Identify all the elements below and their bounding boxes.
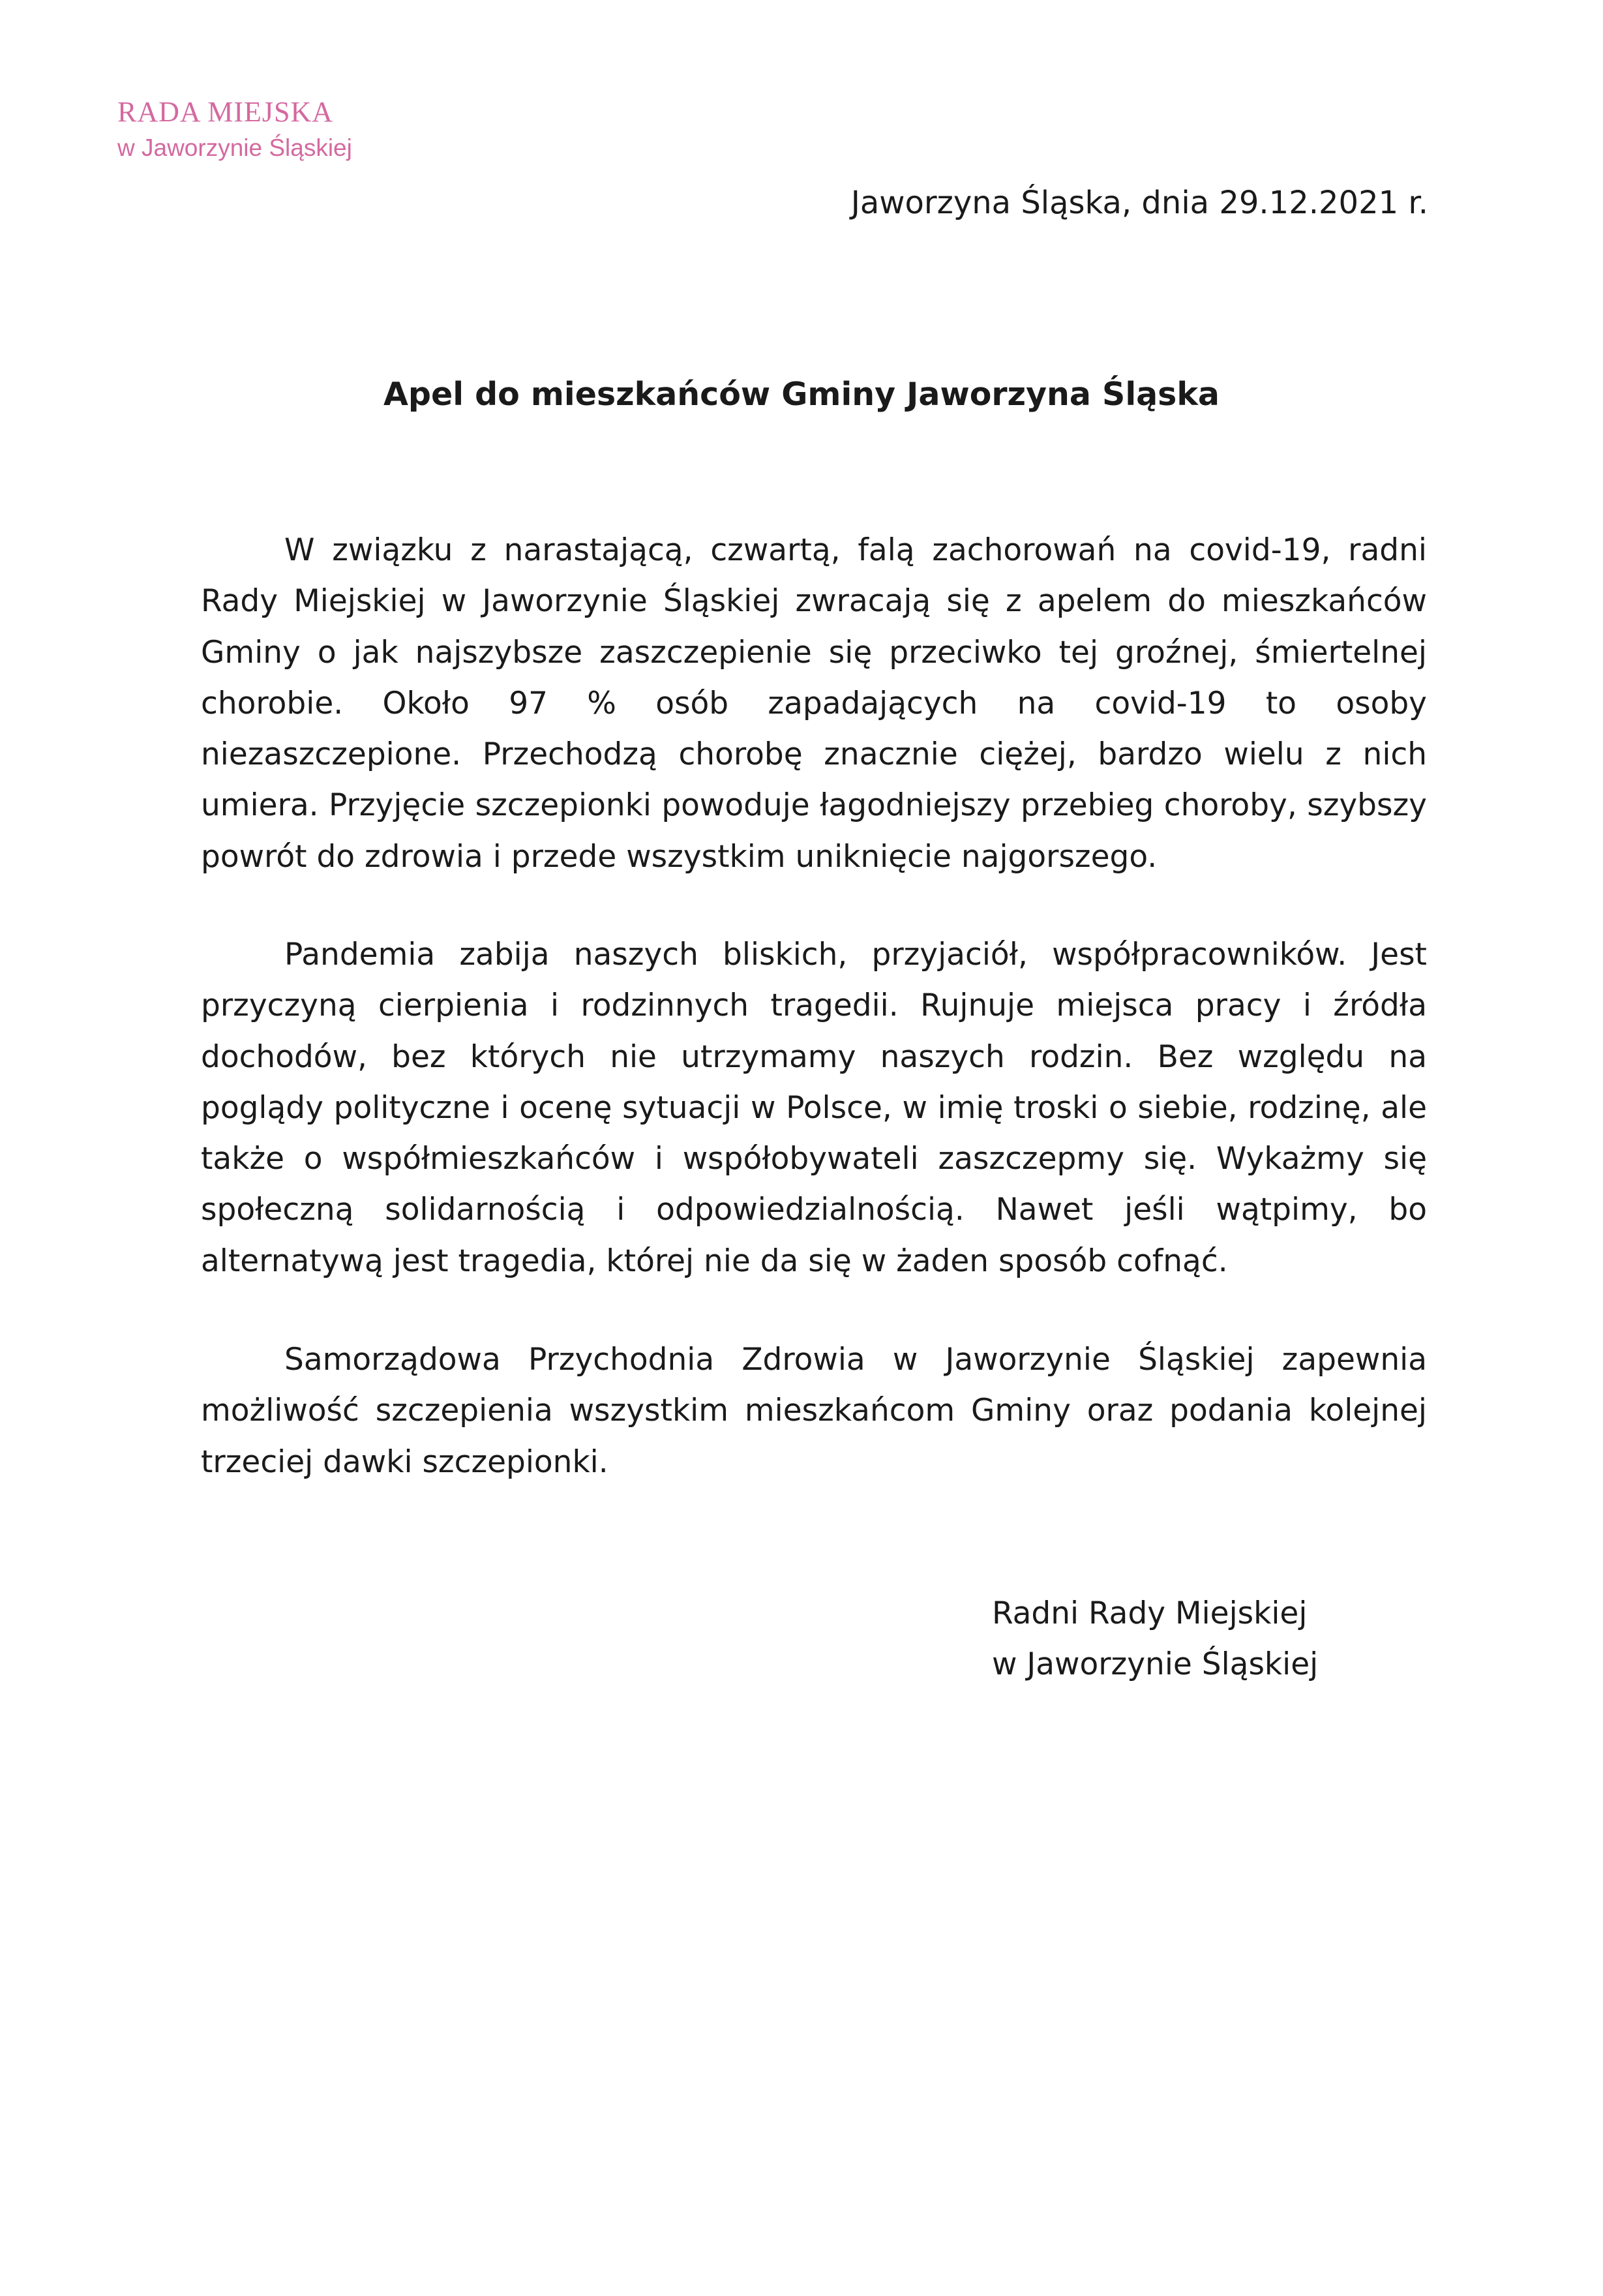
signature-line-2: w Jaworzynie Śląskiej (992, 1646, 1319, 1682)
signature-line-1: Radni Rady Miejskiej (992, 1595, 1308, 1631)
council-stamp (117, 98, 352, 160)
letter-date: Jaworzyna Śląska, dnia 29.12.2021 r. (850, 185, 1428, 221)
signature-block (992, 1588, 1318, 1690)
paragraph-1: W związku z narastającą, czwartą, falą zachorowań na covid-19, radni Rady Miejskiej w Jaworzynie Śląskiej zwracają się z apelem do mieszkańców Gminy o jak najszybsze zaszczepienie się przeciwko tej groźnej, śmiertelnej chorobie. Około 97 % osób zapadających na covid-19 to osoby niezaszczepione. Przechodzą chorobę znacznie ciężej, bardzo wielu z nich umiera. Przyjęcie szczepionki powoduje łagodniejszy przebieg choroby, szybszy powrót do zdrowia i przede wszystkim uniknięcie najgorszego. (201, 532, 1427, 875)
paragraph-3: Samorządowa Przychodnia Zdrowia w Jaworzynie Śląskiej zapewnia możliwość szczepienia wszystkim mieszkańcom Gminy oraz podania kolejnej trzeciej dawki szczepionki. (201, 1342, 1427, 1480)
stamp-title: RADA MIEJSKA (117, 96, 334, 128)
stamp-subtitle: w Jaworzynie Śląskiej (117, 134, 352, 161)
letter-title: Apel do mieszkańców Gminy Jaworzyna Śląska (383, 376, 1220, 413)
paragraph-2: Pandemia zabija naszych bliskich, przyjaciół, współpracowników. Jest przyczyną cierpienia i rodzinnych tragedii. Rujnuje miejsca pracy i źródła dochodów, bez których nie utrzymamy naszych rodzin. Bez względu na poglądy polityczne i ocenę sytuacji w Polsce, w imię troski o siebie, rodzinę, ale także o współmieszkańców i współobywateli zaszczepmy się. Wykażmy się społeczną solidarnością i odpowiedzialnością. Nawet jeśli wątpimy, bo alternatywą jest tragedia, której nie da się w żaden sposób cofnąć. (201, 937, 1427, 1279)
